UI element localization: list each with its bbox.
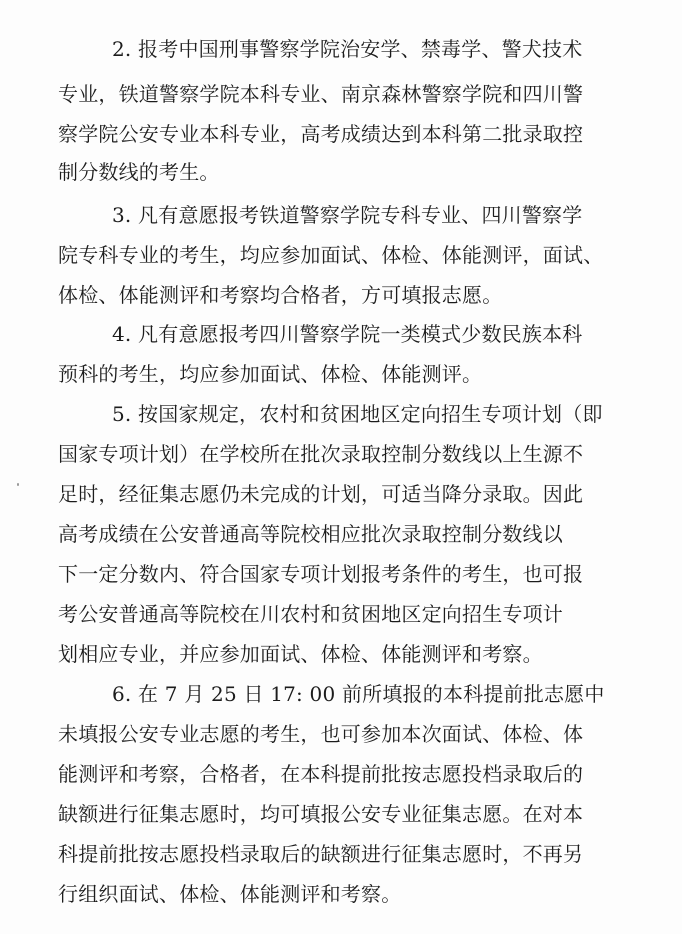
paragraph-line: 缺额进行征集志愿时，均可填报公安专业征集志愿。在对本 bbox=[58, 802, 584, 826]
paragraph-line: 专业，铁道警察学院本科专业、南京森林警察学院和四川警 bbox=[58, 82, 584, 106]
paragraph-line: 院专科专业的考生，均应参加面试、体检、体能测评，面试、 bbox=[58, 243, 604, 267]
paragraph-first-line: 5. 按国家规定，农村和贫困地区定向招生专项计划（即 bbox=[112, 402, 603, 426]
paragraph-line: 行组织面试、体检、体能测评和考察。 bbox=[58, 882, 402, 906]
paragraph-line: 体检、体能测评和考察均合格者，方可填报志愿。 bbox=[58, 283, 503, 307]
paragraph-line: 能测评和考察，合格者，在本科提前批按志愿投档录取后的 bbox=[58, 762, 584, 786]
scan-dot bbox=[17, 483, 19, 486]
paragraph-line: 国家专项计划）在学校所在批次录取控制分数线以上生源不 bbox=[58, 442, 584, 466]
paragraph-line: 预科的考生，均应参加面试、体检、体能测评。 bbox=[58, 362, 483, 386]
paragraph-line: 下一定分数内、符合国家专项计划报考条件的考生，也可报 bbox=[58, 562, 584, 586]
paragraph-first-line: 4. 凡有意愿报考四川警察学院一类模式少数民族本科 bbox=[112, 322, 583, 346]
paragraph-line: 制分数线的考生。 bbox=[58, 160, 220, 184]
paragraph-line: 高考成绩在公安普通高等院校相应批次录取控制分数线以 bbox=[58, 522, 563, 546]
paragraph-line: 考公安普通高等院校在川农村和贫困地区定向招生专项计 bbox=[58, 602, 563, 626]
paragraph-line: 未填报公安专业志愿的考生，也可参加本次面试、体检、体 bbox=[58, 722, 584, 746]
paragraph-line: 科提前批按志愿投档录取后的缺额进行征集志愿时，不再另 bbox=[58, 842, 584, 866]
paragraph-first-line: 3. 凡有意愿报考铁道警察学院专科专业、四川警察学 bbox=[112, 203, 583, 227]
paragraph-first-line: 6. 在 7 月 25 日 17: 00 前所填报的本科提前批志愿中 bbox=[112, 682, 605, 706]
paragraph-line: 足时，经征集志愿仍未完成的计划，可适当降分录取。因此 bbox=[58, 482, 584, 506]
paragraph-line: 划相应专业，并应参加面试、体检、体能测评和考察。 bbox=[58, 642, 543, 666]
paragraph-first-line: 2. 报考中国刑事警察学院治安学、禁毒学、警犬技术 bbox=[112, 37, 583, 61]
paragraph-line: 察学院公安专业本科专业，高考成绩达到本科第二批录取控 bbox=[58, 122, 584, 146]
